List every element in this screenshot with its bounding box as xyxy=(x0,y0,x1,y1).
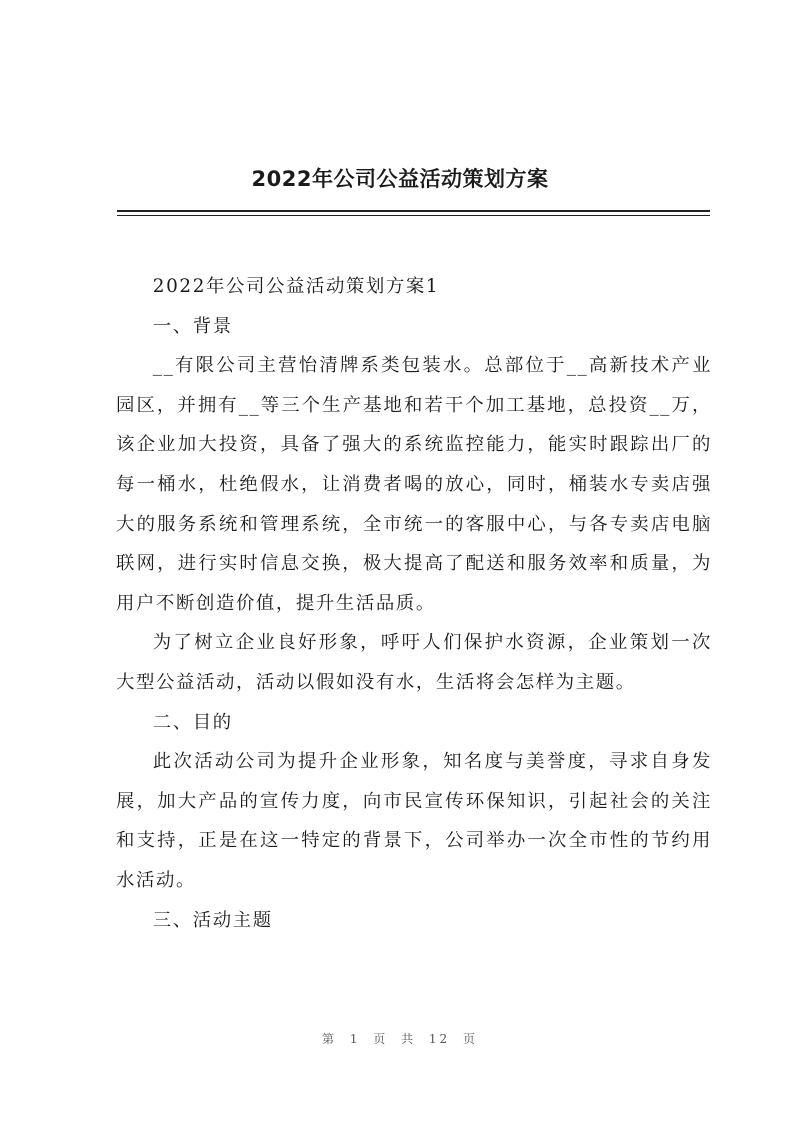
title-rule-thin xyxy=(117,215,710,216)
subsection-heading-background: 一、背景 xyxy=(152,315,233,337)
document-body xyxy=(116,267,712,940)
subsection-heading-theme: 三、活动主题 xyxy=(152,909,273,931)
page-footer: 第 1 页 共 12 页 xyxy=(322,1032,478,1046)
paragraph: __有限公司主营怡清牌系类包装水。总部位于__高新技术产业园区，并拥有__等三个生产基地和若干个加工基地，总投资__万，该企业加大投资，具备了强大的系统监控能力，能实时跟踪出厂的每一桶水，杜绝假水，让消费者喝的放心，同时，桶装水专卖店强大的服务系统和管理系统，全市统一的客服中心，与各专卖店电脑联网，进行实时信息交换，极大提高了配送和服务效率和质量，为用户不断创造价值，提升生活品质。 xyxy=(116,355,712,614)
paragraph: 为了树立企业良好形象，呼吁人们保护水资源，企业策划一次大型公益活动，活动以假如没有水，生活将会怎样为主题。 xyxy=(116,632,712,693)
paragraph: 此次活动公司为提升企业形象，知名度与美誉度，寻求自身发展，加大产品的宣传力度，向市民宣传环保知识，引起社会的关注和支持，正是在这一特定的背景下，公司举办一次全市性的节约用水活动。 xyxy=(116,751,712,891)
title-rule-thick xyxy=(117,210,710,212)
subsection-heading-purpose: 二、目的 xyxy=(152,711,233,733)
document-title: 2022年公司公益活动策划方案 xyxy=(251,167,549,191)
section-heading: 2022年公司公益活动策划方案1 xyxy=(152,276,440,297)
